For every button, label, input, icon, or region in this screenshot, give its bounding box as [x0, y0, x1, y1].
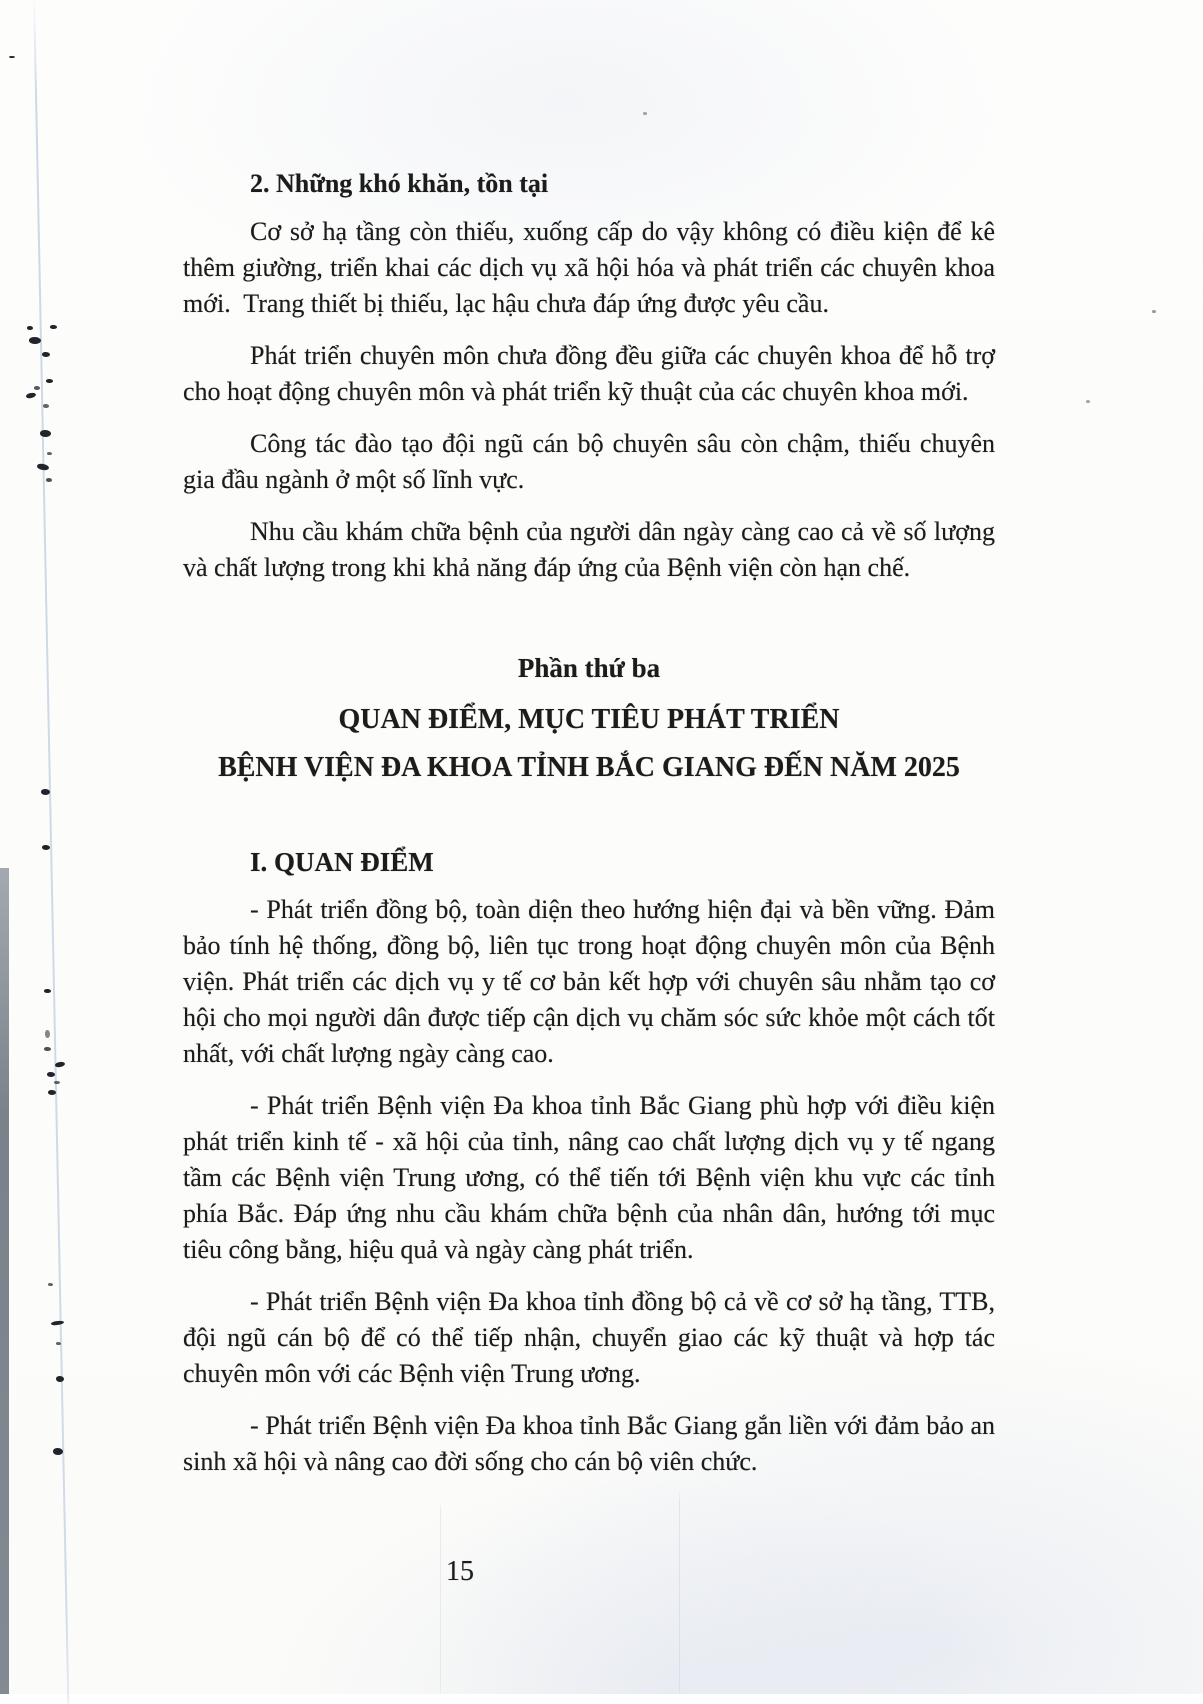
scan-speck	[54, 1081, 60, 1084]
scan-speck	[45, 1030, 50, 1038]
viewpoint-item: - Phát triển Bệnh viện Đa khoa tỉnh Bắc Giang gắn liền với đảm bảo an sinh xã hội và nâng cao đời sống cho cán bộ viên chức.	[183, 1411, 995, 1476]
document-body	[183, 166, 995, 1496]
scan-speck	[46, 478, 52, 482]
scan-speck	[43, 404, 49, 408]
part-three-kicker: Phần thứ ba	[517, 653, 661, 683]
scan-speck	[29, 337, 41, 344]
scan-speck	[34, 386, 40, 390]
scan-speck	[46, 379, 53, 383]
paragraph: Cơ sở hạ tầng còn thiếu, xuống cấp do vậy không có điều kiện để kê thêm giường, triển khai các dịch vụ xã hội hóa và phát triển các chuyên khoa mới. Trang thiết bị thiếu, lạc hậu chưa đáp ứng được yêu cầu.	[183, 217, 995, 318]
scan-speck	[55, 1061, 66, 1068]
page-number: 15	[446, 1556, 474, 1587]
viewpoint-item: - Phát triển đồng bộ, toàn diện theo hướng hiện đại và bền vững. Đảm bảo tính hệ thống, đồng bộ, liên tục trong hoạt động chuyên môn của Bệnh viện. Phát triển các dịch vụ y tế cơ bản kết hợp với chuyên sâu nhằm tạo cơ hội cho mọi người dân được tiếp cận dịch vụ chăm sóc sức khỏe một cách tốt nhất, với chất lượng ngày càng cao.	[183, 895, 995, 1068]
viewpoint-item: - Phát triển Bệnh viện Đa khoa tỉnh Bắc Giang phù hợp với điều kiện phát triển kinh tế - xã hội của tỉnh, nâng cao chất lượng dịch vụ y tế ngang tầm các Bệnh viện Trung ương, có thể tiến tới Bệnh viện khu vực các tỉnh phía Bắc. Đáp ứng nhu cầu khám chữa bệnh của nhân dân, hướng tới mục tiêu công bằng, hiệu quả và ngày càng phát triển.	[183, 1091, 995, 1264]
scan-speck	[53, 1448, 63, 1455]
scan-speck	[44, 1047, 51, 1051]
scan-speck	[48, 1283, 53, 1286]
paragraph: Phát triển chuyên môn chưa đồng đều giữa các chuyên khoa để hỗ trợ cho hoạt động chuyên môn và phát triển kỹ thuật của các chuyên khoa mới.	[183, 341, 995, 406]
part-three-title-line-1: QUAN ĐIỂM, MỤC TIÊU PHÁT TRIỂN	[338, 704, 840, 735]
section-2-heading: 2. Những khó khăn, tồn tại	[250, 169, 549, 198]
section-I-heading: I. QUAN ĐIỂM	[250, 847, 434, 877]
scan-speck	[40, 430, 51, 437]
scan-speck	[42, 352, 50, 357]
scan-speck	[44, 989, 51, 993]
scan-speck	[41, 789, 50, 795]
scan-speck	[47, 1072, 55, 1077]
page-fold-line	[33, 0, 69, 1704]
scan-speck	[1086, 400, 1090, 403]
page-crease-line	[679, 1490, 680, 1694]
scan-speck	[27, 326, 33, 330]
scan-speck	[50, 325, 57, 329]
scan-speck	[56, 1342, 61, 1345]
scan-edge-shadow	[0, 868, 9, 1694]
scan-speck	[48, 1090, 56, 1095]
paragraph: Nhu cầu khám chữa bệnh của người dân ngày càng cao cả về số lượng và chất lượng trong khi khả năng đáp ứng của Bệnh viện còn hạn chế.	[183, 517, 995, 582]
scan-speck	[47, 452, 52, 455]
page-crease-line	[440, 1500, 441, 1694]
scan-speck	[26, 392, 37, 399]
scan-speck	[51, 1320, 64, 1326]
viewpoint-item: - Phát triển Bệnh viện Đa khoa tỉnh đồng bộ cả về cơ sở hạ tầng, TTB, đội ngũ cán bộ để có thể tiếp nhận, chuyển giao các kỹ thuật và hợp tác chuyên môn với các Bệnh viện Trung ương.	[183, 1287, 995, 1388]
scan-speck	[9, 56, 15, 58]
paragraph: Công tác đào tạo đội ngũ cán bộ chuyên sâu còn chậm, thiếu chuyên gia đầu ngành ở một số lĩnh vực.	[183, 429, 995, 494]
scan-speck	[42, 845, 50, 850]
scan-speck	[37, 463, 50, 471]
part-three-title-line-2: BỆNH VIỆN ĐA KHOA TỈNH BẮC GIANG ĐẾN NĂM 2025	[218, 752, 960, 783]
scan-speck	[1152, 310, 1156, 313]
scan-speck	[643, 112, 647, 115]
part-three-title-block	[183, 650, 995, 792]
scan-speck	[56, 1376, 64, 1382]
